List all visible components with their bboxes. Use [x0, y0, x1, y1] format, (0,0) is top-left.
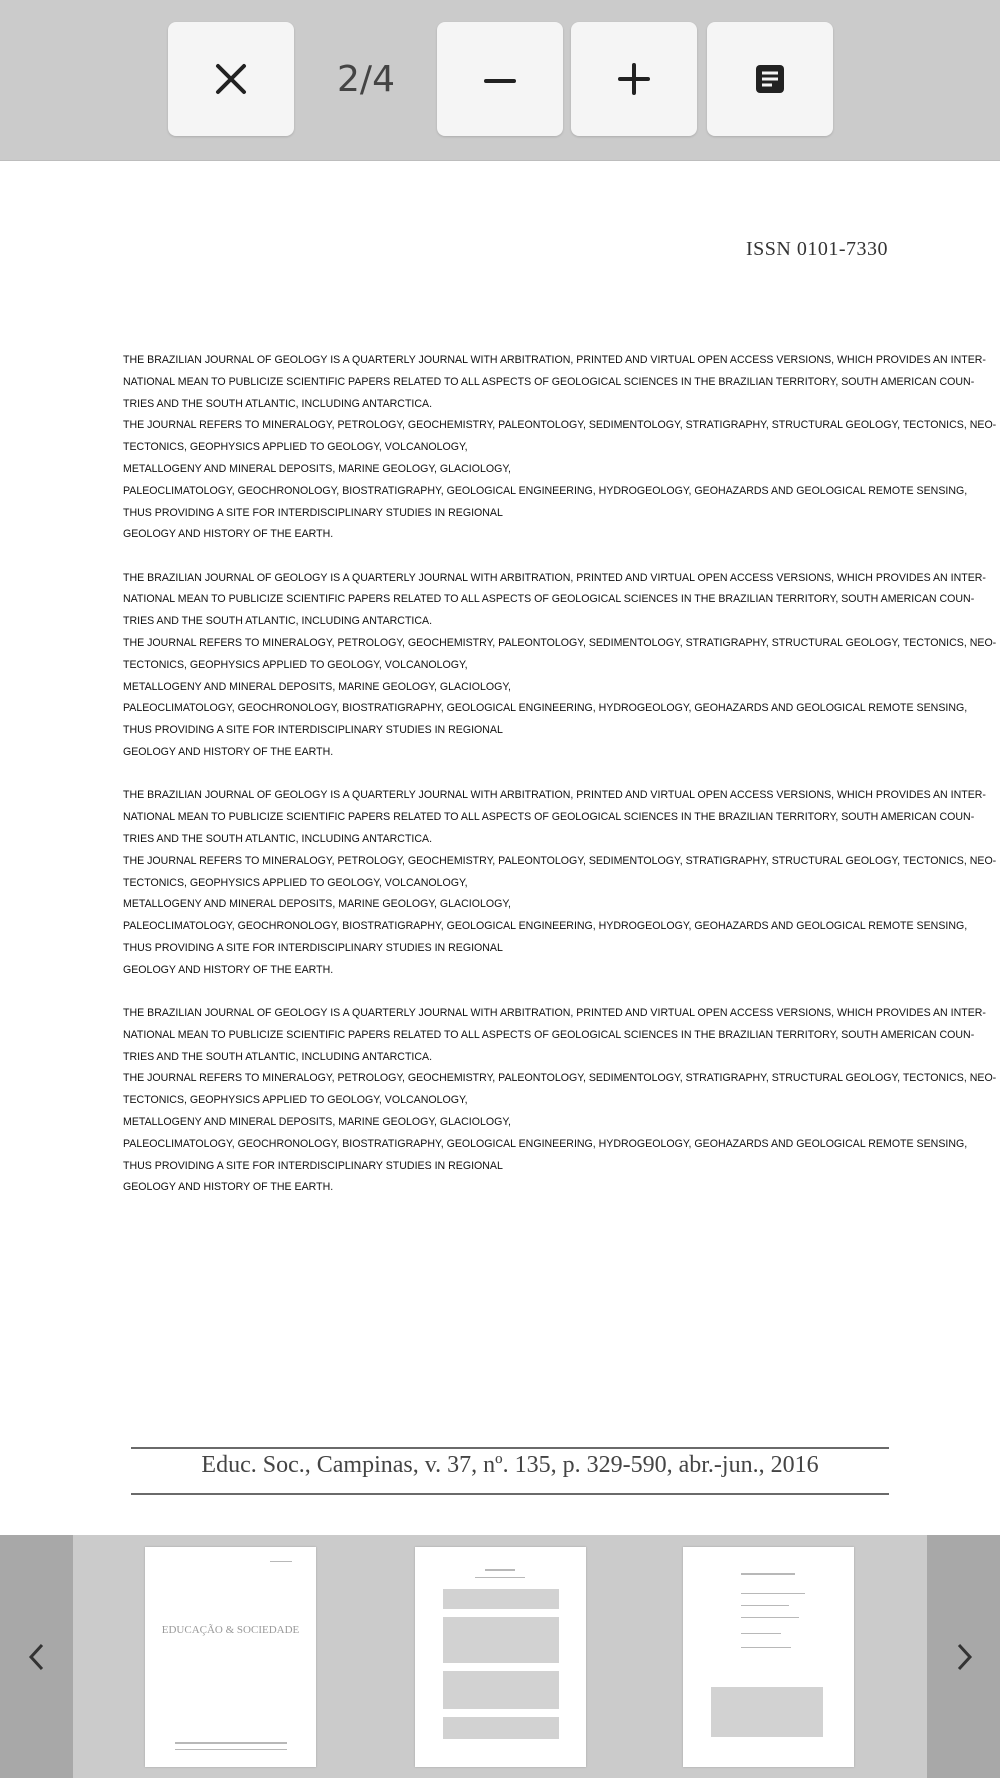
text-line: METALLOGENY AND MINERAL DEPOSITS, MARINE GEOLOGY, GLACIOLOGY,	[123, 1116, 511, 1128]
text-line: NATIONAL MEAN TO PUBLICIZE SCIENTIFIC PAPERS RELATED TO ALL ASPECTS OF GEOLOGICAL SCIENCES IN THE BRAZILIAN TERRITORY, SOUTH AMERICAN COUN-	[123, 1028, 975, 1041]
plus-icon	[616, 61, 652, 97]
text-line: THUS PROVIDING A SITE FOR INTERDISCIPLINARY STUDIES IN REGIONAL	[123, 941, 503, 954]
thumbnail-cover-title: EDUCAÇÃO & SOCIEDADE	[161, 1624, 300, 1636]
prev-page-button[interactable]	[0, 1535, 73, 1778]
text-line: TRIES AND THE SOUTH ATLANTIC, INCLUDING ANTARCTICA.	[123, 397, 433, 410]
thumbnail-page-3[interactable]	[683, 1547, 854, 1767]
text-line: PALEOCLIMATOLOGY, GEOCHRONOLOGY, BIOSTRATIGRAPHY, GEOLOGICAL ENGINEERING, HYDROGEOLOGY, GEOHAZARDS AND GEOLOGICAL REMOTE SENSING,	[123, 1137, 968, 1150]
minus-icon	[482, 61, 518, 97]
text-line: TRIES AND THE SOUTH ATLANTIC, INCLUDING ANTARCTICA.	[123, 615, 433, 628]
text-line: METALLOGENY AND MINERAL DEPOSITS, MARINE GEOLOGY, GLACIOLOGY,	[123, 680, 511, 693]
text-line: THUS PROVIDING A SITE FOR INTERDISCIPLINARY STUDIES IN REGIONAL	[123, 724, 503, 737]
text-line: TECTONICS, GEOPHYSICS APPLIED TO GEOLOGY, VOLCANOLOGY,	[123, 1094, 468, 1107]
text-line: TECTONICS, GEOPHYSICS APPLIED TO GEOLOGY, VOLCANOLOGY,	[123, 876, 468, 889]
text-line: THE JOURNAL REFERS TO MINERALOGY, PETROLOGY, GEOCHEMISTRY, PALEONTOLOGY, SEDIMENTOLOGY, STRATIGRAPHY, STRUCTURAL GEOLOGY, TECTONICS, NEO-	[123, 419, 997, 432]
text-line: NATIONAL MEAN TO PUBLICIZE SCIENTIFIC PAPERS RELATED TO ALL ASPECTS OF GEOLOGICAL SCIENCES IN THE BRAZILIAN TERRITORY, SOUTH AMERICAN COUN-	[123, 593, 975, 606]
issn-label: ISSN 0101-7330	[745, 238, 888, 260]
text-line: PALEOCLIMATOLOGY, GEOCHRONOLOGY, BIOSTRATIGRAPHY, GEOLOGICAL ENGINEERING, HYDROGEOLOGY, GEOHAZARDS AND GEOLOGICAL REMOTE SENSING,	[123, 484, 968, 497]
page-content	[123, 350, 997, 1221]
paragraph-block	[123, 350, 997, 546]
chevron-left-icon	[25, 1641, 49, 1673]
paragraph-block	[123, 785, 997, 981]
text-line: THUS PROVIDING A SITE FOR INTERDISCIPLINARY STUDIES IN REGIONAL	[123, 506, 503, 519]
text-line: METALLOGENY AND MINERAL DEPOSITS, MARINE GEOLOGY, GLACIOLOGY,	[123, 898, 511, 911]
text-line: TRIES AND THE SOUTH ATLANTIC, INCLUDING ANTARCTICA.	[123, 1050, 433, 1063]
text-line: PALEOCLIMATOLOGY, GEOCHRONOLOGY, BIOSTRATIGRAPHY, GEOLOGICAL ENGINEERING, HYDROGEOLOGY, GEOHAZARDS AND GEOLOGICAL REMOTE SENSING,	[123, 920, 968, 933]
text-line: THE JOURNAL REFERS TO MINERALOGY, PETROLOGY, GEOCHEMISTRY, PALEONTOLOGY, SEDIMENTOLOGY, STRATIGRAPHY, STRUCTURAL GEOLOGY, TECTONICS, NEO-	[123, 1072, 997, 1085]
paragraph-block	[123, 568, 997, 764]
text-line: TECTONICS, GEOPHYSICS APPLIED TO GEOLOGY, VOLCANOLOGY,	[123, 658, 468, 671]
thumbnail-strip	[0, 1535, 1000, 1778]
text-line: THE BRAZILIAN JOURNAL OF GEOLOGY IS A QUARTERLY JOURNAL WITH ARBITRATION, PRINTED AND VIRTUAL OPEN ACCESS VERSIONS, WHICH PROVIDES AN INTER-	[123, 789, 986, 802]
text-line: NATIONAL MEAN TO PUBLICIZE SCIENTIFIC PAPERS RELATED TO ALL ASPECTS OF GEOLOGICAL SCIENCES IN THE BRAZILIAN TERRITORY, SOUTH AMERICAN COUN-	[123, 375, 975, 388]
citation-footer: Educ. Soc., Campinas, v. 37, nº. 135, p. 329-590, abr.-jun., 2016	[201, 1452, 819, 1478]
text-line: THE JOURNAL REFERS TO MINERALOGY, PETROLOGY, GEOCHEMISTRY, PALEONTOLOGY, SEDIMENTOLOGY, STRATIGRAPHY, STRUCTURAL GEOLOGY, TECTONICS, NEO-	[123, 637, 997, 650]
text-line: TRIES AND THE SOUTH ATLANTIC, INCLUDING ANTARCTICA.	[123, 832, 433, 845]
page-indicator: 2/4	[337, 59, 395, 100]
viewer-toolbar	[0, 0, 1000, 161]
document-icon	[754, 63, 786, 95]
text-line: METALLOGENY AND MINERAL DEPOSITS, MARINE GEOLOGY, GLACIOLOGY,	[123, 462, 511, 475]
zoom-out-button[interactable]	[437, 22, 563, 136]
paragraph-block	[123, 1003, 997, 1199]
thumbnail-page-1[interactable]	[145, 1547, 316, 1767]
next-page-button[interactable]	[927, 1535, 1000, 1778]
close-icon	[213, 61, 249, 97]
close-button[interactable]	[168, 22, 294, 136]
text-line: GEOLOGY AND HISTORY OF THE EARTH.	[123, 963, 334, 976]
text-line: GEOLOGY AND HISTORY OF THE EARTH.	[123, 746, 334, 759]
text-line: THUS PROVIDING A SITE FOR INTERDISCIPLINARY STUDIES IN REGIONAL	[123, 1159, 503, 1172]
text-line: THE BRAZILIAN JOURNAL OF GEOLOGY IS A QUARTERLY JOURNAL WITH ARBITRATION, PRINTED AND VIRTUAL OPEN ACCESS VERSIONS, WHICH PROVIDES AN INTER-	[123, 354, 986, 366]
text-line: GEOLOGY AND HISTORY OF THE EARTH.	[123, 528, 334, 541]
footer-bottom-rule	[131, 1493, 889, 1495]
footer-top-rule	[131, 1447, 889, 1449]
text-line: NATIONAL MEAN TO PUBLICIZE SCIENTIFIC PAPERS RELATED TO ALL ASPECTS OF GEOLOGICAL SCIENCES IN THE BRAZILIAN TERRITORY, SOUTH AMERICAN COUN-	[123, 811, 975, 824]
text-line: THE JOURNAL REFERS TO MINERALOGY, PETROLOGY, GEOCHEMISTRY, PALEONTOLOGY, SEDIMENTOLOGY, STRATIGRAPHY, STRUCTURAL GEOLOGY, TECTONICS, NEO-	[123, 854, 997, 867]
zoom-in-button[interactable]	[571, 22, 697, 136]
text-line: PALEOCLIMATOLOGY, GEOCHRONOLOGY, BIOSTRATIGRAPHY, GEOLOGICAL ENGINEERING, HYDROGEOLOGY, GEOHAZARDS AND GEOLOGICAL REMOTE SENSING,	[123, 702, 968, 715]
document-menu-button[interactable]	[707, 22, 833, 136]
text-line: GEOLOGY AND HISTORY OF THE EARTH.	[123, 1181, 334, 1194]
text-line: THE BRAZILIAN JOURNAL OF GEOLOGY IS A QUARTERLY JOURNAL WITH ARBITRATION, PRINTED AND VIRTUAL OPEN ACCESS VERSIONS, WHICH PROVIDES AN INTER-	[123, 1007, 986, 1020]
chevron-right-icon	[952, 1641, 976, 1673]
text-line: TECTONICS, GEOPHYSICS APPLIED TO GEOLOGY, VOLCANOLOGY,	[123, 441, 468, 454]
text-line: THE BRAZILIAN JOURNAL OF GEOLOGY IS A QUARTERLY JOURNAL WITH ARBITRATION, PRINTED AND VIRTUAL OPEN ACCESS VERSIONS, WHICH PROVIDES AN INTER-	[123, 571, 986, 584]
thumbnail-page-2[interactable]	[415, 1547, 586, 1767]
